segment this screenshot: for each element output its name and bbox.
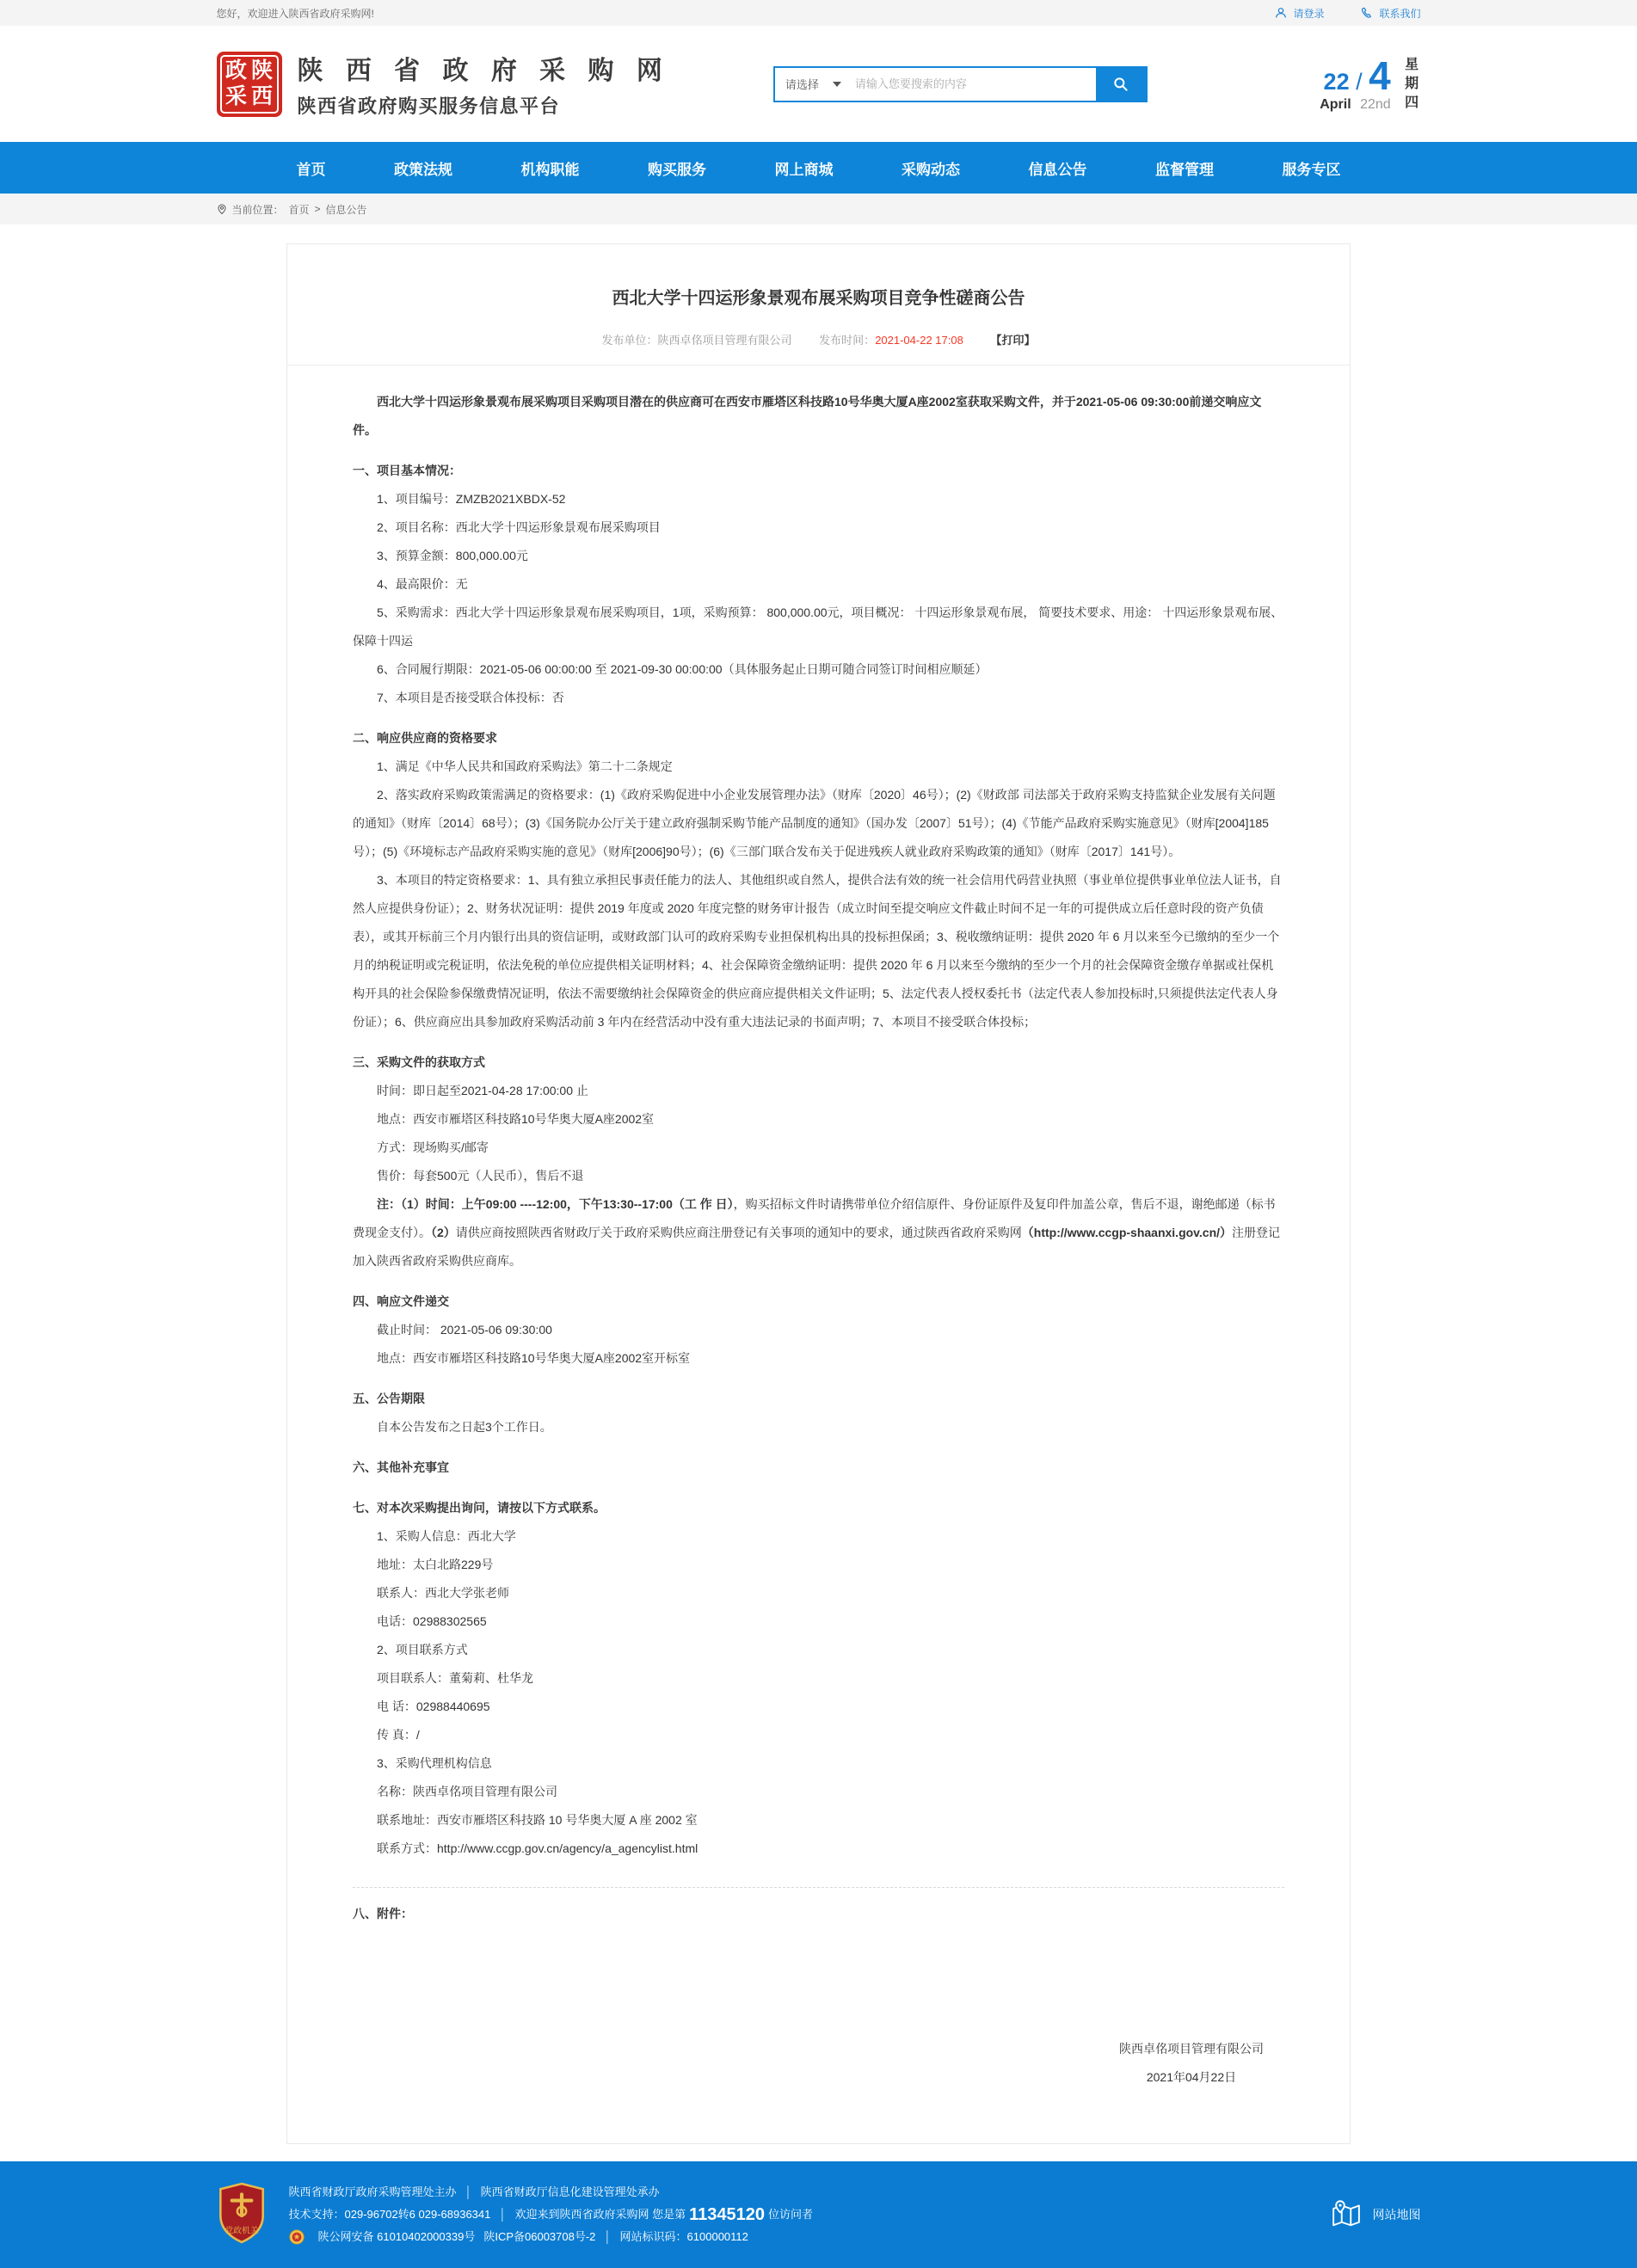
article-paragraph: 3、预算金额：800,000.00元: [377, 549, 528, 562]
search-box: [773, 66, 1148, 102]
logo-char: 政: [225, 58, 247, 83]
main-nav: [0, 142, 1637, 194]
footer-security-number[interactable]: 陕公网安备 61010402000339号: [317, 2230, 476, 2243]
welcome-text: 您好，欢迎进入陕西省政府采购网!: [216, 7, 374, 20]
date-slash: /: [1349, 68, 1369, 95]
article-paragraph: 6、合同履行期限：2021-05-06 00:00:00 至 2021-09-30 00:00:00（具体服务起止日期可随合同签订时间相应顺延）: [377, 662, 988, 676]
section-heading: 四、响应文件递交: [353, 1294, 449, 1308]
article-paragraph: 3、采购代理机构信息: [377, 1756, 492, 1770]
date-widget: [1320, 52, 1420, 113]
logo-char: 西: [250, 84, 273, 108]
login-label: 请登录: [1293, 7, 1325, 20]
footer-host: 陕西省财政厅政府采购管理处主办: [288, 2185, 457, 2198]
breadcrumb-separator: >: [314, 203, 321, 215]
article-meta: [287, 331, 1350, 366]
date-ordinal: 22nd: [1360, 96, 1391, 112]
nav-item[interactable]: 信息公告: [1028, 161, 1087, 178]
article-paragraph: 2、项目名称：西北大学十四运形象景观布展采购项目: [377, 520, 661, 534]
public-security-badge-icon: [289, 2229, 305, 2245]
signature-date: 2021年04月22日: [1146, 2070, 1237, 2084]
search-icon: [1112, 76, 1129, 93]
logo-char: 陕: [250, 58, 273, 83]
map-icon: [1328, 2197, 1364, 2233]
user-icon: [1274, 6, 1288, 20]
search-button[interactable]: [1096, 68, 1146, 101]
site-subtitle: 陕西省政府购买服务信息平台: [297, 95, 561, 117]
nav-item[interactable]: 机构职能: [520, 161, 580, 178]
section-heading: 八、附件：: [353, 1907, 413, 1921]
location-pin-icon: [217, 203, 227, 215]
publisher-name: 陕西卓佲项目管理有限公司: [657, 334, 792, 347]
sitemap-label: 网站地图: [1372, 2208, 1421, 2222]
footer-icp[interactable]: 陕ICP备06003708号-2: [483, 2230, 596, 2243]
nav-item[interactable]: 采购动态: [902, 161, 960, 178]
breadcrumb-bar: [0, 194, 1637, 224]
government-shield-badge: [217, 2182, 267, 2248]
article-paragraph: 项目联系人：董菊莉、杜华龙: [377, 1671, 533, 1685]
search-select-label: 请选择: [785, 78, 819, 91]
publisher-label: 发布单位：: [601, 334, 658, 347]
sitemap-link[interactable]: [1328, 2197, 1421, 2233]
article-paragraph: 地点：西安市雁塔区科技路10号华奥大厦A座2002室: [377, 1112, 655, 1126]
publish-time-label: 发布时间：: [819, 334, 876, 347]
article-paragraph: 2、项目联系方式: [377, 1643, 468, 1656]
breadcrumb-home[interactable]: 首页: [288, 203, 310, 216]
nav-item[interactable]: 购买服务: [648, 161, 706, 178]
search-input[interactable]: [853, 77, 1096, 91]
article-paragraph: 1、满足《中华人民共和国政府采购法》第二十二条规定: [377, 759, 673, 773]
article-paragraph: 3、本项目的特定资格要求：1、具有独立承担民事责任能力的法人、其他组织或自然人，提供合法有效的统一社会信用代码营业执照（事业单位提供事业单位法人证书，自然人应提供身份证）；2、财务状况证明：提供 2019 年度或 2020 年度完整的财务审计报告（成立时间至提交响应文件截止时间不足一年的可提供成立后任意时段的资产负债表），或其开标前三个月内银行出具的资信证明，或财政部门认可的政府采购专业担保机构出具的投标担保函；3、税收缴纳证明：提供 2020 年 6 月以来至今已缴纳的至少一个月的纳税证明或完税证明，依法免税的单位应提供相关证明材料；4、社会保障资金缴纳证明：提供 2020 年 6 月以来至今缴纳的至少一个月的社会保障资金缴存单据或社保机构开具的社会保险参保缴费情况证明，依法不需要缴纳社会保障资金的供应商应提供相关文件证明；5、法定代表人授权委托书（法定代表人参加投标时,只须提供法定代表人身份证）；6、供应商应出具参加政府采购活动前 3 年内在经营活动中没有重大违法记录的书面声明；7、本项目不接受联合体投标；: [353, 873, 1282, 1029]
contact-label: 联系我们: [1379, 7, 1421, 20]
section-heading: 六、其他补充事宜: [353, 1460, 449, 1474]
article-title: 西北大学十四运形象景观布展采购项目竞争性磋商公告: [612, 289, 1025, 308]
article-paragraph: 售价：每套500元（人民币），售后不退: [377, 1169, 584, 1183]
section-heading: 五、公告期限: [353, 1392, 425, 1405]
chevron-down-icon: [833, 82, 841, 87]
section-heading: 二、响应供应商的资格要求: [353, 731, 497, 745]
contact-link[interactable]: [1360, 6, 1420, 21]
nav-item[interactable]: 网上商城: [774, 161, 834, 178]
section-divider: [353, 1887, 1284, 1888]
article-signature: [1119, 2035, 1264, 2092]
article-paragraph: 联系地址：西安市雁塔区科技路 10 号华奥大厦 A 座 2002 室: [377, 1813, 698, 1827]
article-paragraph: 地点：西安市雁塔区科技路10号华奥大厦A座2002室开标室: [377, 1351, 691, 1365]
print-button[interactable]: 【打印】: [990, 334, 1036, 347]
nav-item[interactable]: 首页: [296, 161, 326, 178]
article-paragraph: 电 话：02988440695: [377, 1699, 490, 1713]
article-paragraph: 截止时间： 2021-05-06 09:30:00: [377, 1323, 552, 1337]
section-heading: 一、项目基本情况：: [353, 464, 461, 477]
phone-icon: [1360, 6, 1374, 20]
publish-time: 2021-04-22 17:08: [875, 334, 963, 347]
main-content: [0, 224, 1637, 2161]
article-paragraph: 1、项目编号：ZMZB2021XBDX-52: [377, 492, 566, 506]
article-paragraph: 7、本项目是否接受联合体投标：否: [377, 691, 564, 704]
article-paragraph: 地址：太白北路229号: [377, 1558, 494, 1571]
article-paragraph: 5、采购需求：西北大学十四运形象景观布展采购项目，1项，采购预算： 800,000.00元，项目概况： 十四运形象景观布展， 简要技术要求、用途： 十四运形象景观布展、保障十四运: [353, 605, 1283, 648]
site-name: 陕 西 省 政 府 采 购 网: [297, 57, 670, 85]
footer-organizer: 陕西省财政厅信息化建设管理处承办: [480, 2185, 660, 2198]
article-paragraph: 4、最高限价：无: [377, 577, 468, 591]
logo-char: 采: [225, 84, 247, 108]
footer-welcome: 欢迎来到陕西省政府采购网 您是第 11345120 位访问者: [514, 2205, 814, 2224]
breadcrumb-current: 信息公告: [325, 203, 367, 216]
footer-site-code: 网站标识码：6100000112: [619, 2230, 748, 2243]
date-weekday: 星期四: [1405, 57, 1419, 110]
site-header: [0, 26, 1637, 142]
article-paragraph: 电话：02988302565: [377, 1614, 487, 1628]
login-link[interactable]: [1274, 6, 1324, 21]
article-card: [286, 243, 1351, 2144]
article-paragraph: 时间：即日起至2021-04-28 17:00:00 止: [377, 1084, 588, 1097]
top-bar: [0, 0, 1637, 26]
article-paragraph: 名称：陕西卓佲项目管理有限公司: [377, 1785, 557, 1798]
section-heading: 三、采购文件的获取方式: [353, 1055, 485, 1069]
article-paragraph: 1、采购人信息：西北大学: [377, 1529, 516, 1543]
site-footer: 党政机关 陕西省财政厅政府采购管理处主办 │ 陕西省财政厅信息化建设管理处承办 技术支持：029-96702转6 029-68936341 │ 欢迎来到陕西省政府采购网 您是第 11345120 位访问者 陕公网安备 61010402000339号 陕ICP备06003708号-2 │ 网站标识码：6100000112 网站地图: [0, 2161, 1637, 2268]
article-paragraph: 注：（1）时间：上午09:00 ----12:00，下午13:30--17:00（工 作 日），购买招标文件时请携带单位介绍信原件、身份证原件及复印件加盖公章，售后不退，谢绝邮递（标书费现金支付）。（2）请供应商按照陕西省财政厅关于政府采购供应商注册登记有关事项的通知中的要求，通过陕西省政府采购网（http://www.ccgp-shaanxi.gov.cn/）注册登记加入陕西省政府采购供应商库。: [353, 1197, 1281, 1268]
article-paragraph: 传 真：/: [377, 1728, 420, 1742]
nav-item[interactable]: 政策法规: [394, 161, 452, 178]
article-body: [287, 366, 1350, 1980]
article-paragraph: 联系方式：http://www.ccgp.gov.cn/agency/a_agencylist.html: [377, 1841, 698, 1855]
site-logo[interactable]: [217, 52, 282, 117]
nav-item[interactable]: 服务专区: [1282, 161, 1341, 178]
search-category-select[interactable]: [775, 76, 853, 92]
article-paragraph: 西北大学十四运形象景观布展采购项目采购项目潜在的供应商可在西安市雁塔区科技路10号华奥大厦A座2002室获取采购文件，并于2021-05-06 09:30:00前递交响应文件。: [353, 395, 1262, 437]
article-paragraph: 联系人：西北大学张老师: [377, 1586, 509, 1600]
breadcrumb-label: 当前位置：: [231, 203, 284, 216]
nav-item[interactable]: 监督管理: [1155, 161, 1214, 178]
date-day: 22: [1323, 68, 1350, 95]
date-month-name: April: [1320, 96, 1351, 112]
section-heading: 七、对本次采购提出询问，请按以下方式联系。: [353, 1501, 606, 1515]
visitor-count: 11345120: [689, 2205, 766, 2224]
footer-tech-support: 技术支持：029-96702转6 029-68936341: [288, 2208, 491, 2221]
date-month-number: 4: [1369, 52, 1391, 98]
article-paragraph: 方式：现场购买/邮寄: [377, 1140, 489, 1154]
article-paragraph: 自本公告发布之日起3个工作日。: [377, 1420, 552, 1434]
article-paragraph: 2、落实政府采购政策需满足的资格要求：(1)《政府采购促进中小企业发展管理办法》（财库〔2020〕46号）；(2)《财政部 司法部关于政府采购支持监狱企业发展有关问题的通知》（财库〔2014〕68号）；(3)《国务院办公厅关于建立政府强制采购节能产品制度的通知》（国办发〔2007〕51号）；(4)《节能产品政府采购实施意见》（财库[2004]185号）；(5)《环境标志产品政府采购实施的意见》（财库[2006]90号）；(6)《三部门联合发布关于促进残疾人就业政府采购政策的通知》（财库〔2017〕141号）。: [353, 788, 1276, 858]
signature-company: 陕西卓佲项目管理有限公司: [1119, 2042, 1264, 2056]
badge-text: 党政机关: [224, 2226, 259, 2236]
